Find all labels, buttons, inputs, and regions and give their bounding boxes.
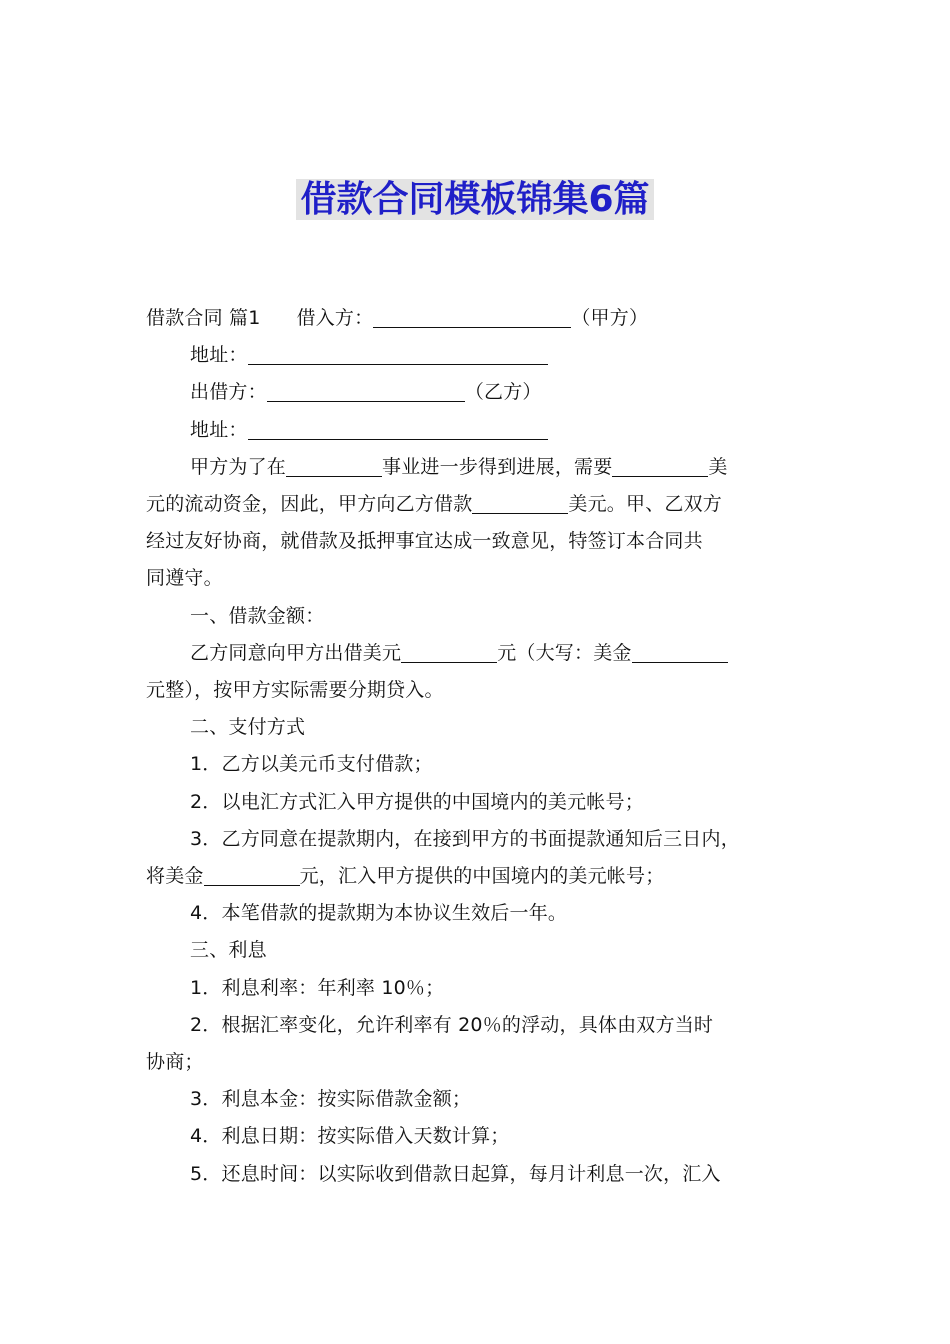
address-label: 地址： — [190, 344, 248, 367]
borrower-blank — [373, 303, 571, 328]
preamble-line — [146, 449, 822, 486]
text-run: 将美金 — [146, 865, 204, 888]
uppercase-amount-blank — [632, 638, 728, 663]
page-title-text: 借款合同模板锦集6篇 — [296, 179, 653, 220]
borrower-address-line — [146, 337, 822, 374]
section-heading: 二、支付方式 — [190, 716, 306, 739]
list-item: 协商； — [146, 1051, 204, 1074]
section-label: 借款合同 篇1 — [146, 307, 261, 329]
address-label: 地址： — [190, 418, 248, 441]
business-blank — [286, 452, 382, 477]
section-heading: 三、利息 — [190, 939, 267, 962]
address-blank — [248, 340, 548, 365]
document-body — [146, 300, 822, 1193]
text-run: 事业进一步得到进展，需要 — [382, 455, 613, 478]
text-run: 元，汇入甲方提供的中国境内的美元帐号； — [299, 865, 665, 888]
list-item: 3．乙方同意在提款期内，在接到甲方的书面提款通知后三日内， — [190, 827, 740, 850]
text-run: 美 — [708, 455, 728, 478]
text-run: 美元。甲、乙双方 — [568, 493, 723, 516]
preamble-line: 经过友好协商，就借款及抵押事宜达成一致意见，特签订本合同共 — [146, 530, 703, 553]
party-b-label: （乙方） — [464, 381, 542, 404]
paragraph-line: 元整），按甲方实际需要分期贷入。 — [146, 679, 444, 702]
text-run: 乙方同意向甲方出借美元 — [190, 641, 402, 664]
party-a-label: （甲方） — [571, 307, 649, 329]
list-item — [146, 858, 822, 895]
lender-blank — [267, 377, 465, 402]
list-item: 2．以电汇方式汇入甲方提供的中国境内的美元帐号； — [190, 790, 644, 813]
address-blank — [248, 415, 548, 440]
loan-amount-blank — [472, 489, 568, 514]
usd-amount-blank — [401, 638, 497, 663]
list-item: 1．利息利率：年利率 10％； — [190, 976, 445, 999]
text-run: 甲方为了在 — [190, 455, 287, 478]
section-heading: 一、借款金额： — [190, 604, 325, 627]
list-item: 3．利息本金：按实际借款金额； — [190, 1088, 472, 1111]
amount-blank — [612, 452, 708, 477]
text-run: 元（大写：美金 — [497, 641, 632, 664]
paragraph-line — [146, 635, 822, 672]
borrower-label: 借入方： — [296, 307, 374, 329]
list-item: 4．本笔借款的提款期为本协议生效后一年。 — [190, 902, 568, 925]
list-item: 1．乙方以美元币支付借款； — [190, 753, 433, 776]
lender-line — [146, 374, 822, 411]
preamble-line — [146, 486, 822, 523]
text-run: 元的流动资金，因此，甲方向乙方借款 — [146, 493, 473, 516]
lender-label: 出借方： — [190, 381, 267, 404]
page-title — [0, 172, 950, 228]
transfer-amount-blank — [204, 861, 300, 886]
lender-address-line — [146, 412, 822, 449]
header-line — [146, 300, 822, 337]
preamble-line: 同遵守。 — [146, 567, 223, 590]
list-item: 4．利息日期：按实际借入天数计算； — [190, 1125, 510, 1148]
list-item: 2．根据汇率变化，允许利率有 20％的浮动，具体由双方当时 — [190, 1013, 714, 1036]
list-item: 5．还息时间：以实际收到借款日起算，每月计利息一次，汇入 — [190, 1162, 721, 1185]
